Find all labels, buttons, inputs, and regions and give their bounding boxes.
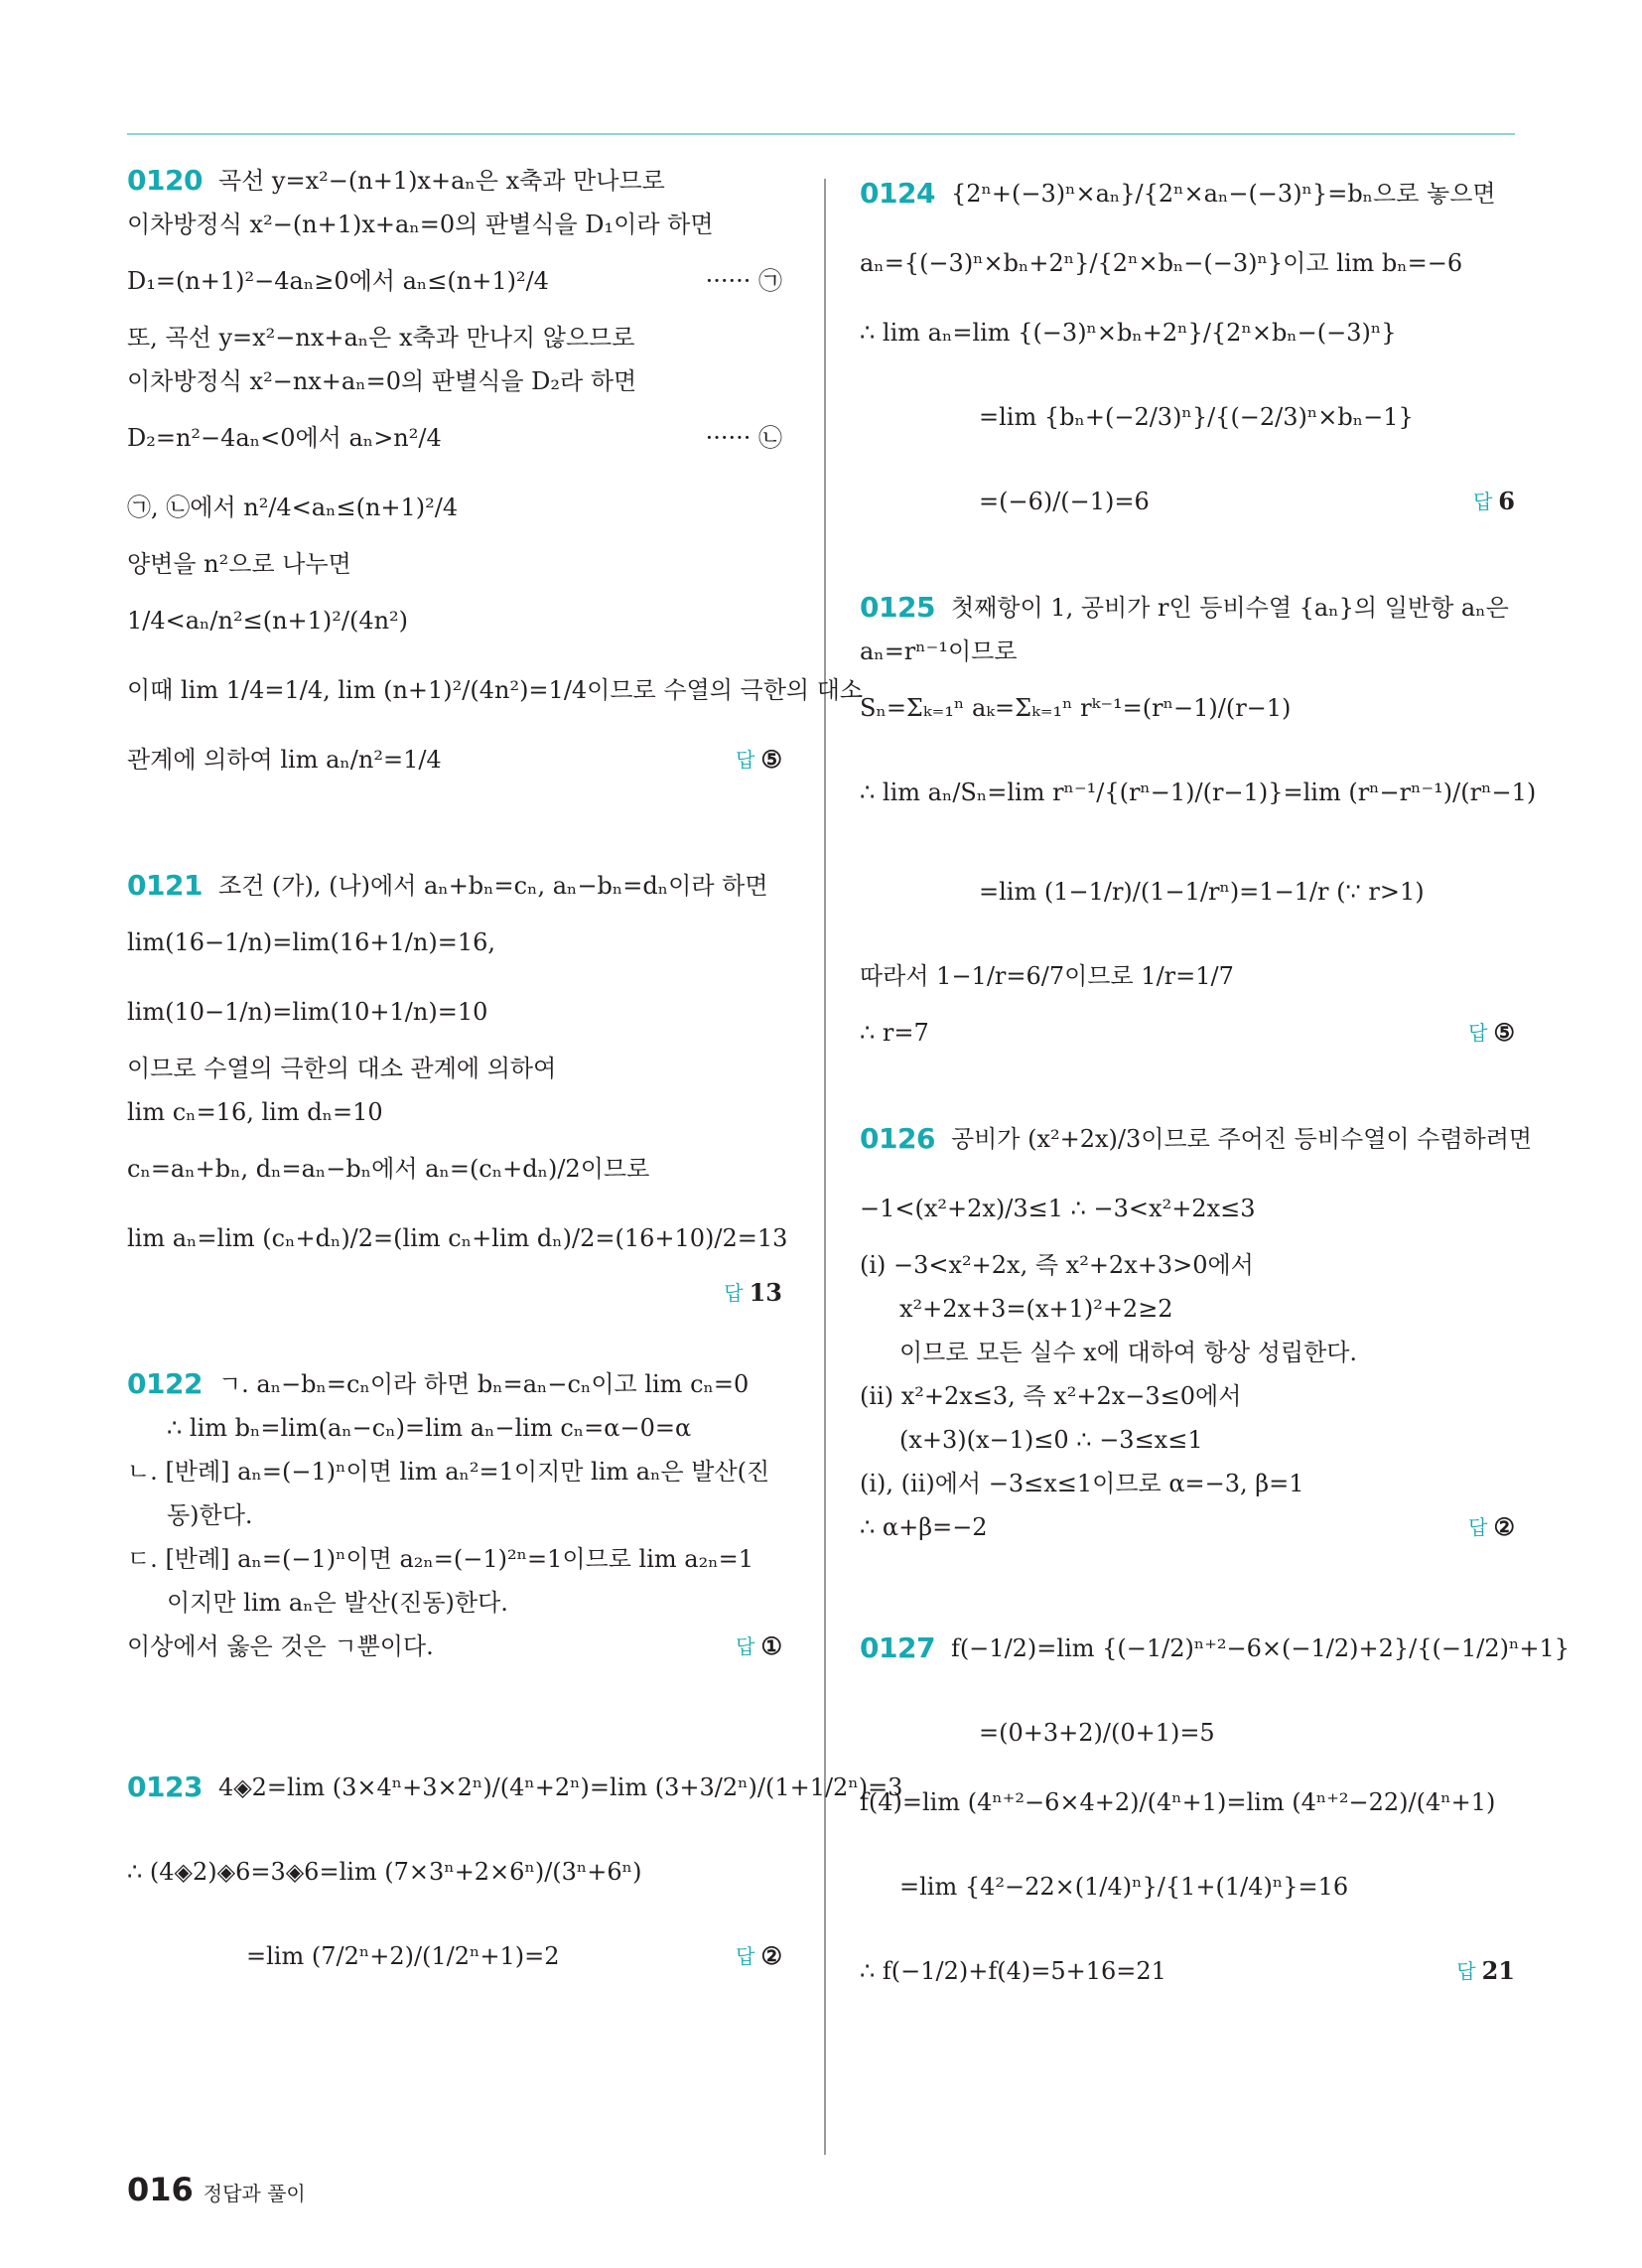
solution-line: 이상에서 옳은 것은 ㄱ뿐이다. [127,1632,434,1660]
answer-value: ② [1493,1512,1515,1541]
solution-line: ∴ α+β=−2 [860,1513,988,1541]
header-rule [127,133,1515,135]
solution-line: ㄷ. [반례] aₙ=(−1)ⁿ이면 a₂ₙ=(−1)²ⁿ=1이므로 lim a₂ₙ=1 [127,1545,753,1573]
solution-line: 1/4<aₙ/n²≤(n+1)²/(4n²) [127,607,409,635]
solution-line: 또, 곡선 y=x²−nx+aₙ은 x축과 만나지 않으므로 [127,324,635,352]
solution-line: (ⅰ) −3<x²+2x, 즉 x²+2x+3>0에서 [860,1251,1254,1279]
answer-value: ⑤ [760,745,782,774]
answer-label: 답 [736,748,755,772]
answer-value: 13 [749,1278,782,1307]
solution-line: 조건 (가), (나)에서 aₙ+bₙ=cₙ, aₙ−bₙ=dₙ이라 하면 [217,872,768,900]
solution-line: ∴ r=7 [860,1019,929,1047]
solution-line: 첫째항이 1, 공비가 r인 등비수열 {aₙ}의 일반항 aₙ은 [950,594,1509,622]
solution-line: 이지만 lim aₙ은 발산(진동)한다. [167,1589,508,1617]
solution-line: 이므로 수열의 극한의 대소 관계에 의하여 [127,1055,557,1082]
solution-line: ∴ f(−1/2)+f(4)=5+16=21 [860,1957,1166,1985]
solution-line: 이차방정식 x²−(n+1)x+aₙ=0의 판별식을 D₁이라 하면 [127,211,714,238]
answer-value: ② [760,1941,782,1970]
solution-line: 4◈2=lim (3×4ⁿ+3×2ⁿ)/(4ⁿ+2ⁿ)=lim (3+3/2ⁿ)/(1+1/2ⁿ)=3 [217,1773,903,1801]
solution-line: lim(10−1/n)=lim(10+1/n)=10 [127,998,488,1026]
solution-line: D₁=(n+1)²−4aₙ≥0에서 aₙ≤(n+1)²/4 [127,267,549,295]
answer-box [1458,1013,1515,1053]
solution-line: x²+2x+3=(x+1)²+2≥2 [899,1295,1173,1323]
solution-line: ㄴ. [반례] aₙ=(−1)ⁿ이면 lim aₙ²=1이지만 lim aₙ은 발산(진 [127,1458,770,1486]
solution-line: 공비가 (x²+2x)/3이므로 주어진 등비수열이 수렴하려면 [950,1125,1533,1153]
solution-line: =lim {4²−22×(1/4)ⁿ}/{1+(1/4)ⁿ}=16 [899,1873,1349,1901]
solution-line: 관계에 의하여 lim aₙ/n²=1/4 [127,746,442,774]
solution-line: lim(16−1/n)=lim(16+1/n)=16, [127,928,495,956]
problem-0122 [127,1362,782,1668]
answer-box [1446,1951,1515,1991]
problem-number: 0123 [127,1771,203,1803]
problem-0120 [127,159,864,794]
equation-marker: ······ ㉡ [705,424,782,452]
solution-line: ∴ lim bₙ=lim(aₙ−cₙ)=lim aₙ−lim cₙ=α−0=α [167,1414,692,1442]
solution-line: =(0+3+2)/(0+1)=5 [979,1719,1215,1747]
answer-label: 답 [1468,1515,1488,1539]
solution-line: 이차방정식 x²−nx+aₙ=0의 판별식을 D₂라 하면 [127,367,637,395]
solution-line: =(−6)/(−1)=6 [979,488,1150,515]
answer-box [726,740,782,780]
answer-box [726,1936,782,1976]
solution-line: −1<(x²+2x)/3≤1 ∴ −3<x²+2x≤3 [860,1195,1256,1222]
page-number: 016 [127,2171,194,2208]
answer-value: ① [760,1631,782,1660]
solution-line: aₙ=rⁿ⁻¹이므로 [860,638,1018,665]
solution-line: =lim {bₙ+(−2/3)ⁿ}/{(−2/3)ⁿ×bₙ−1} [979,403,1414,431]
problem-number: 0121 [127,869,203,902]
answer-box [127,1273,782,1313]
problem-number: 0125 [860,591,935,624]
solution-line: (x+3)(x−1)≤0 ∴ −3≤x≤1 [899,1426,1203,1454]
problem-0124 [860,159,1515,536]
solution-line: lim cₙ=16, lim dₙ=10 [127,1098,383,1126]
column-divider [824,179,826,2155]
answer-box [1458,1507,1515,1547]
answer-value: 21 [1481,1956,1515,1985]
answer-label: 답 [1456,1959,1476,1983]
solution-line: =lim (1−1/r)/(1−1/rⁿ)=1−1/r (∵ r>1) [979,878,1425,906]
section-title: 정답과 풀이 [203,2182,306,2205]
problem-number: 0120 [127,164,203,197]
answer-value: 6 [1498,487,1515,515]
solution-line: f(4)=lim (4ⁿ⁺²−6×4+2)/(4ⁿ+1)=lim (4ⁿ⁺²−22)/(4ⁿ+1) [860,1788,1496,1816]
solution-line: 이므로 모든 실수 x에 대하여 항상 성립한다. [899,1339,1358,1366]
solution-line: D₂=n²−4aₙ<0에서 aₙ>n²/4 [127,424,442,452]
answer-box [726,1627,782,1666]
problem-number: 0122 [127,1367,203,1400]
solution-line: ㄱ. aₙ−bₙ=cₙ이라 하면 bₙ=aₙ−cₙ이고 lim cₙ=0 [217,1370,750,1398]
solution-line: 동)한다. [167,1501,253,1529]
solution-line: aₙ={(−3)ⁿ×bₙ+2ⁿ}/{2ⁿ×bₙ−(−3)ⁿ}이고 lim bₙ=−6 [860,249,1463,277]
problem-0127 [860,1599,1570,2006]
problem-0123 [127,1738,903,2006]
answer-label: 답 [736,1944,755,1968]
solution-line: 따라서 1−1/r=6/7이므로 1/r=1/7 [860,962,1234,990]
solution-line: cₙ=aₙ+bₙ, dₙ=aₙ−bₙ에서 aₙ=(cₙ+dₙ)/2이므로 [127,1155,650,1183]
solution-line: ∴ (4◈2)◈6=3◈6=lim (7×3ⁿ+2×6ⁿ)/(3ⁿ+6ⁿ) [127,1858,642,1886]
answer-label: 답 [724,1281,744,1305]
answer-value: ⑤ [1493,1018,1515,1047]
equation-marker: ······ ㉠ [705,267,782,295]
answer-label: 답 [736,1634,755,1658]
solution-line: 곡선 y=x²−(n+1)x+aₙ은 x축과 만나므로 [217,167,665,195]
right-column [860,159,1570,2016]
solution-line: ∴ lim aₙ=lim {(−3)ⁿ×bₙ+2ⁿ}/{2ⁿ×bₙ−(−3)ⁿ} [860,319,1397,347]
solution-line: f(−1/2)=lim {(−1/2)ⁿ⁺²−6×(−1/2)+2}/{(−1/2)ⁿ+1} [950,1634,1570,1662]
solution-line: =lim (7/2ⁿ+2)/(1/2ⁿ+1)=2 [246,1942,560,1970]
answer-label: 답 [1472,490,1493,513]
solution-line: 양변을 n²으로 나누면 [127,550,351,578]
solution-line: lim aₙ=lim (cₙ+dₙ)/2=(lim cₙ+lim dₙ)/2=(16+10)/2=13 [127,1224,788,1252]
problem-number: 0126 [860,1122,935,1155]
solution-line: Sₙ=Σₖ₌₁ⁿ aₖ=Σₖ₌₁ⁿ rᵏ⁻¹=(rⁿ−1)/(r−1) [860,694,1292,722]
solution-line: {2ⁿ+(−3)ⁿ×aₙ}/{2ⁿ×aₙ−(−3)ⁿ}=bₙ으로 놓으면 [950,180,1496,208]
problem-0126 [860,1104,1533,1549]
problem-number: 0127 [860,1631,935,1664]
solution-line: 이때 lim 1/4=1/4, lim (n+1)²/(4n²)=1/4이므로 수열의 극한의 대소 [127,676,864,704]
page-footer [127,2171,306,2208]
solution-line: (ⅱ) x²+2x≤3, 즉 x²+2x−3≤0에서 [860,1382,1242,1410]
answer-label: 답 [1468,1021,1488,1045]
problem-number: 0124 [860,177,935,210]
problem-0125 [860,586,1537,1055]
solution-line: ㉠, ㉡에서 n²/4<aₙ≤(n+1)²/4 [127,494,459,521]
solution-line: (ⅰ), (ⅱ)에서 −3≤x≤1이므로 α=−3, β=1 [860,1470,1304,1497]
problem-0121 [127,864,788,1313]
answer-box [1463,482,1515,521]
solution-line: ∴ lim aₙ/Sₙ=lim rⁿ⁻¹/{(rⁿ−1)/(r−1)}=lim (rⁿ−rⁿ⁻¹)/(rⁿ−1) [860,779,1537,806]
